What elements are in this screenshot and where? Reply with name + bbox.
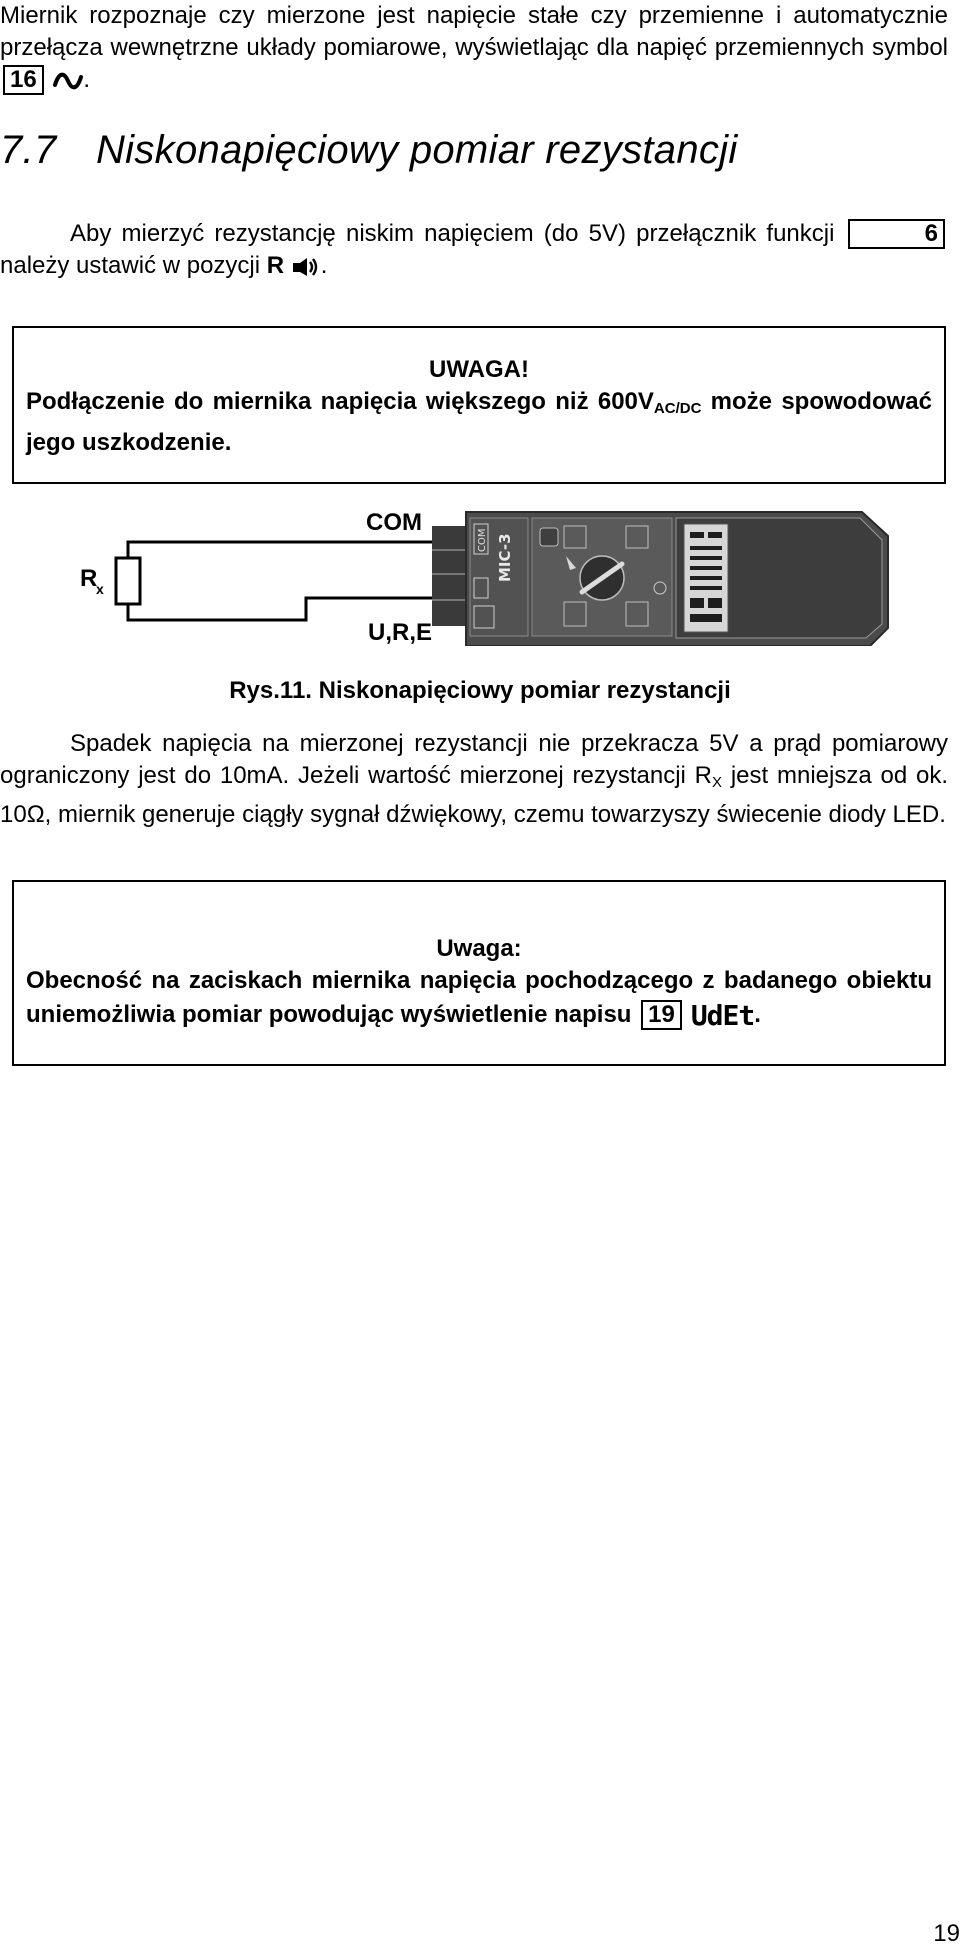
note-body: Obecność na zaciskach miernika napięcia pochodzącego z badanego obiektu uniemożliwia pomiar powodując wyświetlenie napisu 19 UdEt. xyxy=(26,967,932,1032)
com-terminal-label: COM xyxy=(366,509,422,536)
display-readout: UdEt xyxy=(690,998,755,1032)
ref-number-box: 6 xyxy=(848,219,945,249)
section-number: 7.7 xyxy=(0,128,57,172)
device-model: MIC-3 xyxy=(496,533,514,582)
mode-label: R xyxy=(266,252,285,279)
ure-terminal-label: U,R,E xyxy=(368,619,433,646)
svg-text:COM: COM xyxy=(477,528,488,552)
paragraph-function-switch: Aby mierzyć rezystancję niskim napięciem (do 5V) przełącznik funkcji 6 należy ustawić w pozycji R . xyxy=(0,218,948,282)
resistor-symbol xyxy=(116,558,140,604)
note-box xyxy=(12,880,946,1066)
ref-number-box: 19 xyxy=(641,1000,682,1030)
meter-device xyxy=(432,512,888,646)
svg-text:x: x xyxy=(96,581,104,597)
warning-title: UWAGA! xyxy=(429,356,529,383)
note-title: Uwaga: xyxy=(436,935,522,962)
warning-box xyxy=(12,326,946,484)
section-title: Niskonapięciowy pomiar rezystancji xyxy=(96,128,738,172)
figure-caption: Rys.11. Niskonapięciowy pomiar rezystancji xyxy=(229,677,731,704)
intro-text: Miernik rozpoznaje czy mierzone jest napięcie stałe czy przemienne i automatycznie przełącza wewnętrzne układy pomiarowe, wyświetlając dla napięć przemiennych symbol xyxy=(0,2,948,61)
warning-body: Podłączenie do miernika napięcia większego niż $600V_{AC/DC}$ może spowodować jego uszkodzenie. xyxy=(26,388,932,456)
paragraph-measurement: Spadek napięcia na mierzonej rezystancji nie przekracza 5V a prąd pomiarowy ograniczony jest do 10mA. Jeżeli wartość mierzonej rezystancji $R_X$ jest mniejsza od ok. 10Ω, miernik generuje ciągły sygnał dźwiękowy, czemu towarzyszy świecenie diody LED. xyxy=(0,730,948,828)
wiring-diagram xyxy=(70,506,890,646)
section-heading xyxy=(0,128,738,173)
resistor-label: R xyxy=(80,565,98,592)
intro-paragraph: Miernik rozpoznaje czy mierzone jest napięcie stałe czy przemienne i automatycznie przełącza wewnętrzne układy pomiarowe, wyświetlając dla napięć przemiennych symbol 16 . xyxy=(0,2,948,93)
page-number: 19 xyxy=(933,1920,960,1947)
buzzer-icon xyxy=(291,256,321,278)
ac-sine-icon xyxy=(53,70,83,92)
ref-number-box: 16 xyxy=(3,65,44,95)
